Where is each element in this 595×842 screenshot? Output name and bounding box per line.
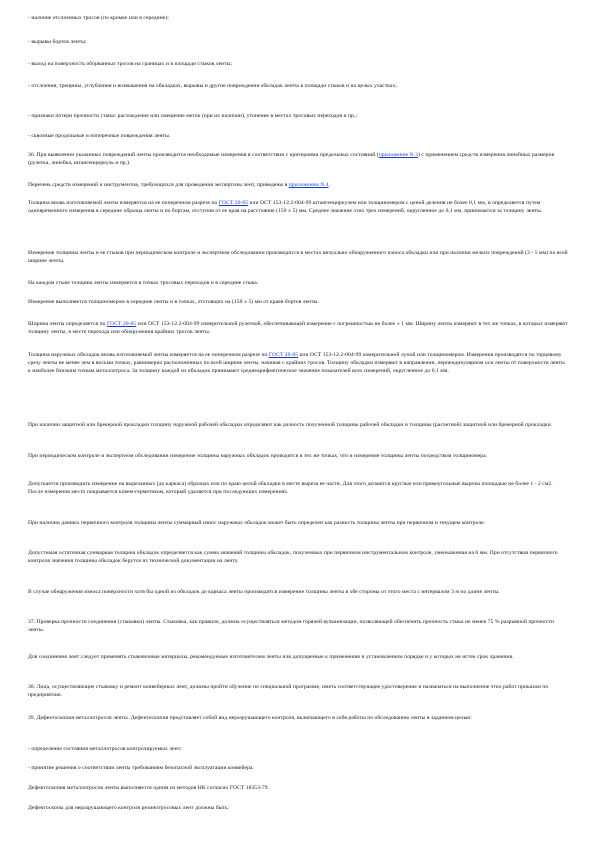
paragraph-text: Дефектоскопия металлотросов ленты выполняется одним из методов НК согласно ГОСТ 18353-79. <box>28 785 270 791</box>
paragraph-22 <box>28 653 568 661</box>
paragraph-text: В случае обнаружения износа поверхности хотя бы одной из обкладок до каркаса ленты производится измерение толщины ленты в обе стороны от этого места с интервалом 3 м по длине ленты. <box>28 589 500 595</box>
paragraph-19 <box>28 549 568 565</box>
paragraph-text: - принятие решения о соответствии ленты требованиям безопасной эксплуатации конвейера. <box>28 765 254 771</box>
paragraph-text: При наличии защитной или брекерной прокладки толщину наружной рабочей обкладки определяют как разность полученной толщины рабочей обкладки и толщины (расчетной) защитной или брекерной прокладки. <box>28 422 553 428</box>
paragraph-16 <box>28 452 568 460</box>
reference-link[interactable]: приложении N 4 <box>288 182 329 188</box>
paragraph-6 <box>28 132 568 140</box>
paragraph-text: На каждом стыке толщина ленты измеряется в точках тросовых переходов и в середине стыка. <box>28 280 259 286</box>
paragraph-text: - наличие отслоенных тросов (по кромке или в середине); <box>28 15 169 21</box>
reference-link[interactable]: ГОСТ 20-85 <box>106 321 137 327</box>
paragraph-text: 36. При выявлении указанных повреждений ленты производится необходимые измерения в соответствии с критериями предельных состояний ( <box>28 152 379 158</box>
paragraph-text: 38. Лица, осуществляющие стыковку и ремонт конвейерных лент, должны пройти обучение по специальной программе, иметь соответствующее удостоверение и назначаться на выполнение этих работ приказом по предприятию. <box>28 684 549 698</box>
paragraph-9 <box>28 199 568 215</box>
paragraph-text: 39. Дефектоскопия металлотросов ленты. Дефектоскопия представляет собой вид неразрушающего контроля, включающего в себя работы по обследованию ленты в заданном целью: <box>28 715 473 721</box>
paragraph-18 <box>28 519 568 527</box>
paragraph-14 <box>28 351 568 375</box>
paragraph-text: Толщина вновь изготовляемой ленты измеряется на ее поперечном разрезе по <box>28 200 219 206</box>
paragraph-17 <box>28 480 568 496</box>
paragraph-text: - признаки потери прочности стыка: расхождение или смещение меток (при их наличии), утонение в местах тросовых переходов и пр.; <box>28 113 357 119</box>
paragraph-4 <box>28 82 568 90</box>
paragraph-15 <box>28 421 568 429</box>
paragraph-27 <box>28 784 568 792</box>
paragraph-text: Измерение толщины ленты и ее стыков при периодическом контроле и экспертном обследовании производится в местах визуально обнаруженного износа обкладки или при наличии мелких повреждений (3 - 5 мм) по всей ширине ленты. <box>28 250 568 264</box>
paragraph-text: Дефектоскопы для неразрушающего контроля резинотросовых лент должны быть: <box>28 805 230 811</box>
paragraph-text: ) с применением средств измерения линейных размеров (рулетка, линейка, штангенциркуль и пр.). <box>28 152 555 166</box>
paragraph-text: - определение состояния металлотросов контролируемых лент; <box>28 746 182 752</box>
paragraph-text: Измерение выполняется толщиномером в середине ленты и в точках, отстоящих на (150 ± 5) мм от краев бортов ленты. <box>28 299 319 305</box>
paragraph-text: Допустимая остаточная суммарная толщина обкладок определяется как сумма значений толщины обкладок, полученных при первичном инструментальном контроле, уменьшенная на 6 мм. При отсутствии первичного контроля значения толщины обкладок берутся из технической документации на ленту. <box>28 550 558 564</box>
paragraph-24 <box>28 714 568 722</box>
paragraph-text: Ширина ленты определяется по <box>28 321 107 327</box>
paragraph-text: Для соединения лент следует применять стыковочные материалы, рекомендуемые изготовителем ленты или допущенные к применению в установленном порядке и у которых не истек срок хранения. <box>28 654 514 660</box>
paragraph-13 <box>28 320 568 336</box>
paragraph-text: При наличии данных первичного контроля толщины ленты суммарный износ наружных обкладок может быть определен как разность толщины ленты при первичном и текущем контроле. <box>28 520 486 526</box>
paragraph-text: - отслоения, трещины, углубления и возвышения на обкладках, вырывы и другие повреждения обкладок ленты в площади стыков и на целых участках; <box>28 83 397 89</box>
paragraph-8 <box>28 181 568 189</box>
paragraph-text: - вырывы бортов ленты; <box>28 39 87 45</box>
paragraph-text: Перечень средств измерений и инструментов, требующихся для проведения экспертизы лент, приведены в <box>28 182 289 188</box>
paragraph-text: или ОСТ 153-12.2-004-99 штангенциркулем или толщиномером с ценой деления не более 0,1 мм, и определяется путем одновременного измерения в середине образца ленты и по бортам, отступив от ее края на расстояние (150 ± 5) мм. Среднее значение этих трех измерений, округленное до 0,1 мм, принимается за толщину ленты. <box>28 200 543 214</box>
paragraph-20 <box>28 588 568 596</box>
reference-link[interactable]: ГОСТ 20-85 <box>218 200 249 206</box>
paragraph-11 <box>28 279 568 287</box>
reference-link[interactable]: приложение N 3 <box>378 152 418 158</box>
paragraph-2 <box>28 38 568 46</box>
paragraph-3 <box>28 60 568 68</box>
paragraph-text: - выход на поверхность оборванных тросов на границах и в площади стыков ленты; <box>28 61 233 67</box>
paragraph-text: . <box>328 182 331 188</box>
paragraph-23 <box>28 683 568 699</box>
reference-link[interactable]: ГОСТ 20-85 <box>268 352 299 358</box>
paragraph-25 <box>28 745 568 753</box>
paragraph-10 <box>28 249 568 265</box>
paragraph-26 <box>28 764 568 772</box>
paragraph-7 <box>28 151 568 167</box>
paragraph-12 <box>28 298 568 306</box>
paragraph-text: или ОСТ 153-12.2-004-99 измерительной рулеткой, обеспечивающей измерение с погрешностью не более ± 1 мм. Ширину ленты измеряют в тех же точках, в которых измеряют толщину ленты, в месте перехода или обнаружения крайних тросов ленты. <box>28 321 568 335</box>
paragraph-28 <box>28 804 568 812</box>
paragraph-text: При периодическом контроле и экспертном обследовании измерение толщины наружных обкладок проводится в тех же точках, что и измерение толщины ленты посредством толщиномера. <box>28 453 488 459</box>
paragraph-1 <box>28 14 568 22</box>
paragraph-text: 37. Проверка прочности соединения (стыковки) ленты. Стыковка, как правило, должна осуществляться методом горячей вулканизации, позволяющей обеспечить прочность стыка не менее 75 % разрывной прочности ленты. <box>28 619 554 633</box>
paragraph-5 <box>28 112 568 120</box>
paragraph-text: Допускается производить измерение на вырезанных (до каркаса) образцах или по краю целой обкладки в месте выреза ее части. Для этого делаются круглые или прямоугольные вырезы площадью не более 1 - 2 см2. После измерения место покрывается клеем-герметиком, который удаляется при последующих измерениях. <box>28 481 553 495</box>
paragraph-text: или ОСТ 153-12.2-004-99 измерительной лупой или толщиномером. Измерения производятся по торцевому срезу ленты не менее чем в восьми точках, равномерно расположенных по всей ширине ленты, начиная с крайних тросов. Толщину обкладки измеряют в направлении, перпендикулярном оси ленты от поверхности ленты к наиболее близким точкам металлотроса. За толщину каждой из обкладок принимают среднеарифметическое значение показателей всех измерений, округленное до 0,1 мм. <box>28 352 565 374</box>
paragraph-text: Толщина наружных обкладок вновь изготовляемой ленты измеряется на ее поперечном разрезе по <box>28 352 269 358</box>
paragraph-text: - сквозные продольные и поперечные повреждения ленты. <box>28 133 171 139</box>
paragraph-21 <box>28 618 568 634</box>
